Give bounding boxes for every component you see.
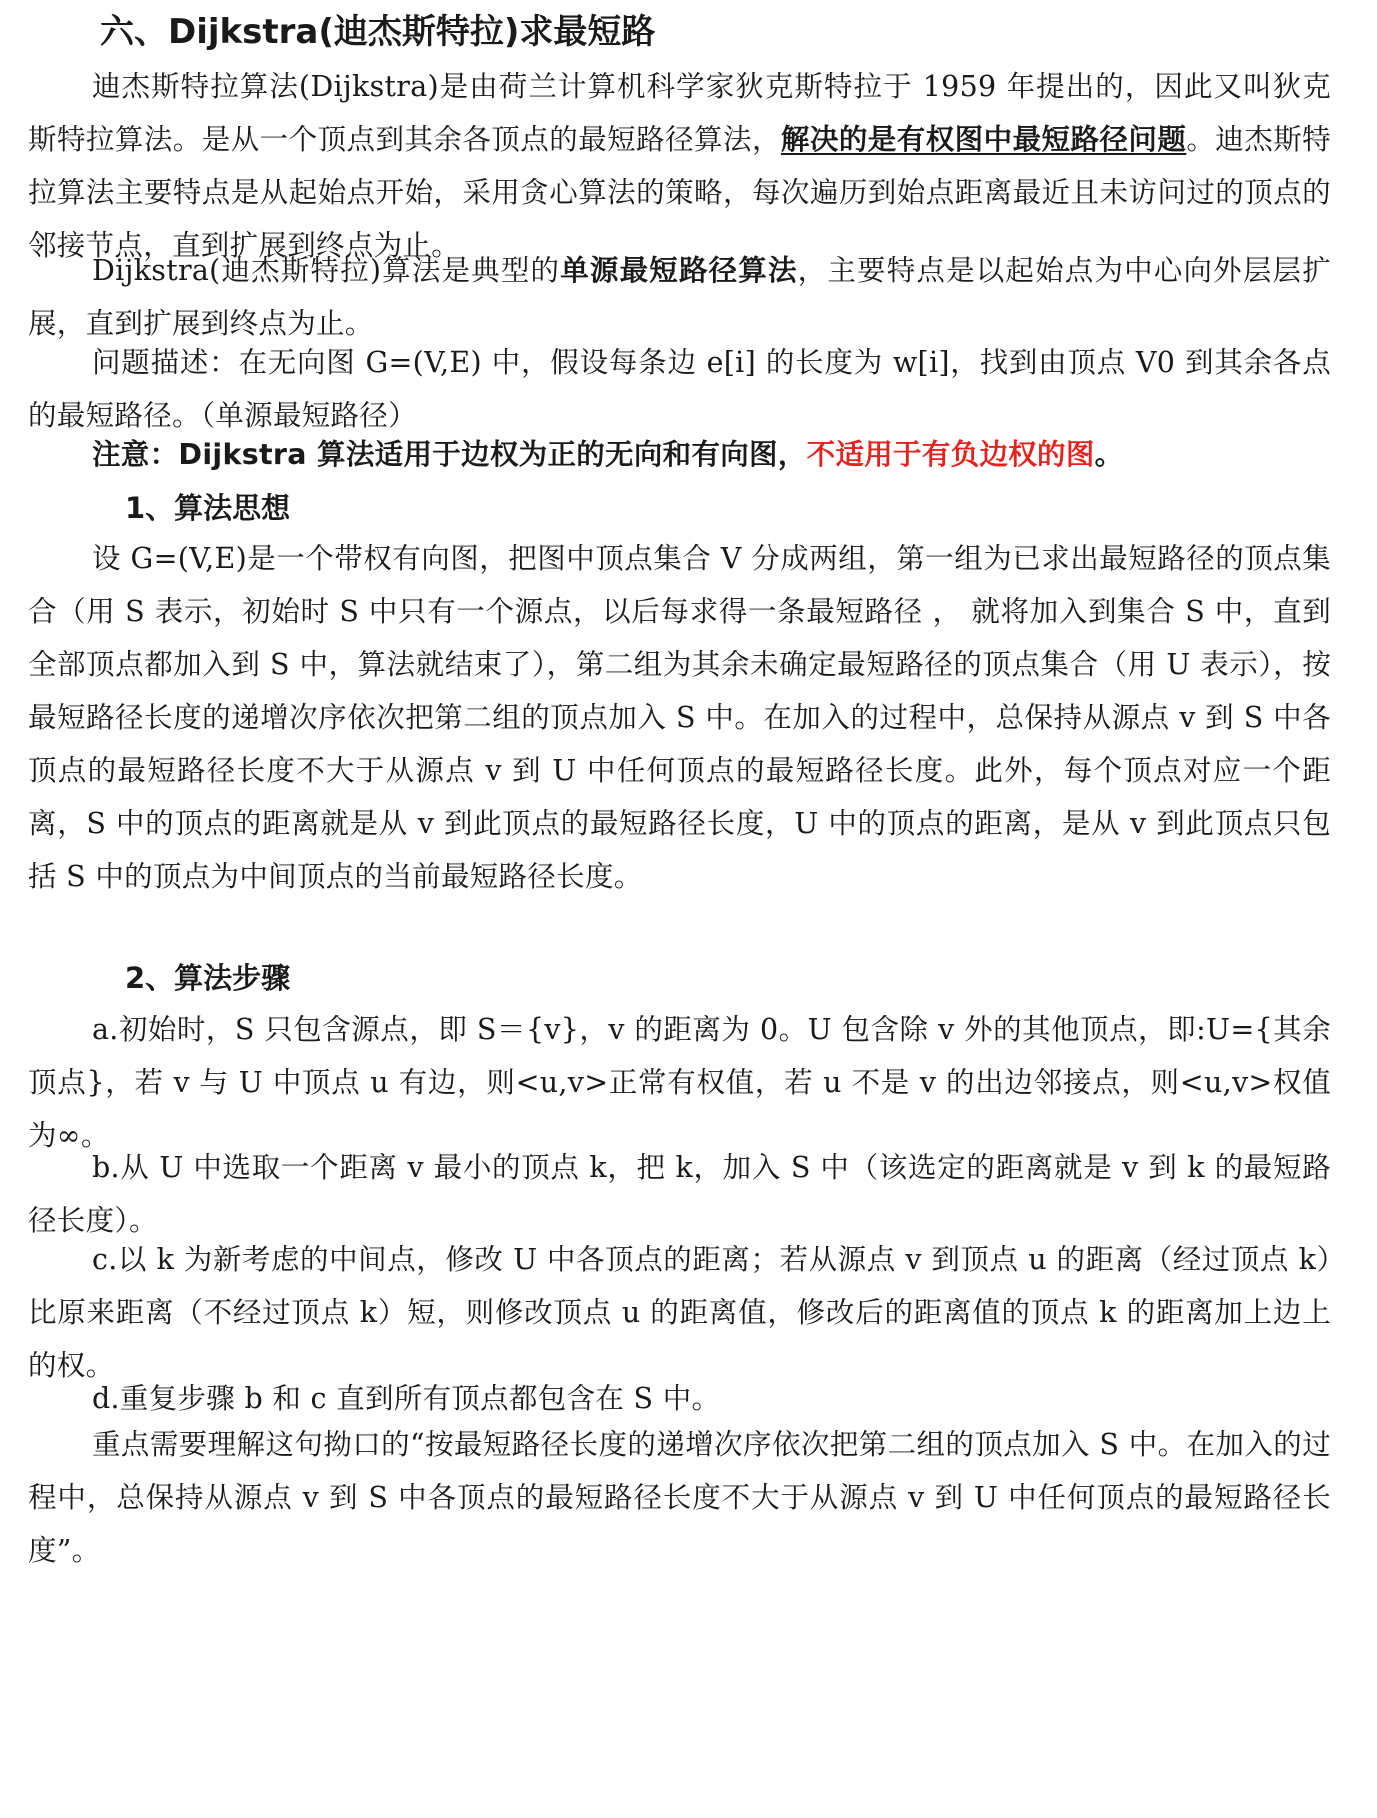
section-2-heading: 2、算法步骤 xyxy=(125,961,291,995)
section-1-body: 设 G=(V,E)是一个带权有向图，把图中顶点集合 V 分成两组，第一组为已求出最短路径的顶点集合（用 S 表示，初始时 S 中只有一个源点，以后每求得一条最短路径 ， 就将加入到集合 S 中，直到全部顶点都加入到 S 中，算法就结束了），第二组为其余未确定最短路径的顶点集合（用 U 表示），按最短路径长度的递增次序依次把第二组的顶点加入 S 中。在加入的过程中，总保持从源点 v 到 S 中各顶点的最短路径长度不大于从源点 v 到 U 中任何顶点的最短路径长度。此外，每个顶点对应一个距离，S 中的顶点的距离就是从 v 到此顶点的最短路径长度，U 中的顶点的距离，是从 v 到此顶点只包括 S 中的顶点为中间顶点的当前最短路径长度。 xyxy=(28,542,1331,893)
intro-p1-text-cont: 。迪杰斯特拉算法主要特点是从起始点开始，采用贪心算法的策略，每次遍历到始点距离最近且未访问过的顶点的邻接节点，直到扩展到终点为止。 xyxy=(28,123,1331,262)
section-1-heading: 1、算法思想 xyxy=(125,491,291,525)
note-end: 。 xyxy=(1094,438,1124,471)
intro-paragraph-2 xyxy=(28,244,1331,350)
summary-paragraph: 重点需要理解这句拗口的“按最短路径长度的递增次序依次把第二组的顶点加入 S 中。在加入的过程中，总保持从源点 v 到 S 中各顶点的最短路径长度不大于从源点 v 到 U 中任何顶点的最短路径长度”。 xyxy=(28,1428,1331,1567)
note-text: 注意：Dijkstra 算法适用于边权为正的无向和有向图， xyxy=(92,438,807,471)
intro-p2-text: Dijkstra(迪杰斯特拉)算法是典型的 xyxy=(92,254,561,287)
intro-p1-emphasis: 解决的是有权图中最短路径问题 xyxy=(780,123,1187,156)
intro-paragraph-1 xyxy=(28,60,1331,272)
step-c: c.以 k 为新考虑的中间点，修改 U 中各顶点的距离；若从源点 v 到顶点 u 的距离（经过顶点 k）比原来距离（不经过顶点 k）短，则修改顶点 u 的距离值，修改后的距离值的顶点 k 的距离加上边上的权。 xyxy=(28,1243,1331,1382)
intro-p2-emphasis: 单源最短路径算法 xyxy=(560,254,798,287)
note-warning: 不适用于有负边权的图 xyxy=(806,438,1095,471)
problem-description: 问题描述：在无向图 G=(V,E) 中，假设每条边 e[i] 的长度为 w[i]，找到由顶点 V0 到其余各点的最短路径。（单源最短路径） xyxy=(28,346,1331,432)
step-b: b.从 U 中选取一个距离 v 最小的顶点 k，把 k，加入 S 中（该选定的距离就是 v 到 k 的最短路径长度）。 xyxy=(28,1151,1331,1237)
note-paragraph xyxy=(28,428,1331,481)
step-a: a.初始时，S 只包含源点，即 S＝{v}，v 的距离为 0。U 包含除 v 外的其他顶点，即:U={其余顶点}，若 v 与 U 中顶点 u 有边，则<u,v>正常有权值，若 u 不是 v 的出边邻接点，则<u,v>权值为∞。 xyxy=(28,1013,1331,1152)
page-title: 六、Dijkstra(迪杰斯特拉)求最短路 xyxy=(100,12,656,52)
intro-p2-text-cont: ，主要特点是以起始点为中心向外层层扩展，直到扩展到终点为止。 xyxy=(28,254,1332,340)
step-d: d.重复步骤 b 和 c 直到所有顶点都包含在 S 中。 xyxy=(92,1382,721,1415)
intro-p1-text: 迪杰斯特拉算法(Dijkstra)是由荷兰计算机科学家狄克斯特拉于 1959 年提出的，因此又叫狄克斯特拉算法。是从一个顶点到其余各顶点的最短路径算法， xyxy=(28,70,1331,156)
